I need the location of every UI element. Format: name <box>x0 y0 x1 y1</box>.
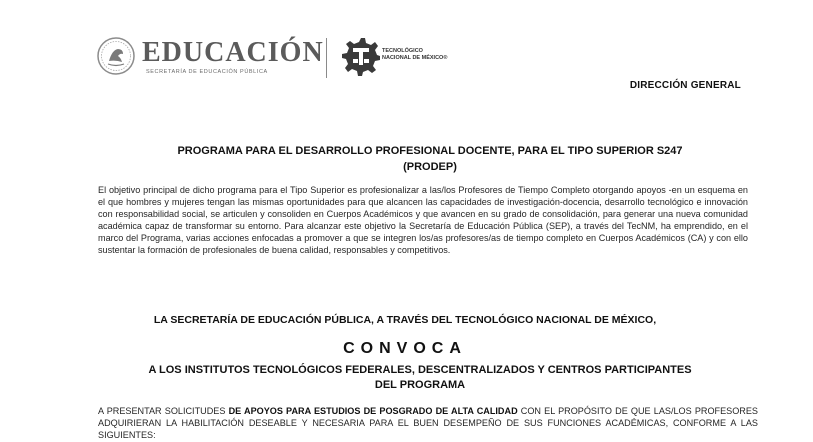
program-title-line-2: (PRODEP) <box>403 161 457 173</box>
tecnm-line-1: TECNOLÓGICO <box>382 48 423 54</box>
tecnm-line-2: NACIONAL DE MÉXICO® <box>382 55 448 61</box>
solicitud-purpose: CON EL PROPÓSITO DE QUE LAS/LOS PROFESORES ADQUIRIERAN LA HABILITACIÓN DESEABLE Y NECESARIA PARA EL BUEN DESEMPEÑO DE SUS FUNCIONES ACADÉMICAS, CONFORME A LAS SIGUIENTES: <box>98 406 758 440</box>
convoca-heading: CONVOCA <box>343 340 467 357</box>
program-title-line-1: PROGRAMA PARA EL DESARROLLO PROFESIONAL DOCENTE, PARA EL TIPO SUPERIOR S247 <box>177 145 683 157</box>
tecnm-wordmark <box>382 48 447 62</box>
program-objective-paragraph: El objetivo principal de dicho programa para el Tipo Superior es profesionalizar a las/los Profesores de Tiempo Completo otorgando apoyos -en un esquema en el que hombres y mujeres tengan las mismas oportunidades para que alcancen las capacidades de investigación-docencia, desarrollo tecnológico e innovación con responsabilidad social, se articulen y consoliden en Cuerpos Académicos y que avancen en su grado de consolidación, para generar una nueva comunidad académica capaz de transformar su entorno. Para alcanzar este objetivo la Secretaría de Educación Pública (SEP), a través del TecNM, ha emprendido, en el marco del Programa, varias acciones enfocadas a promover a que se integren los/as profesores/as de tiempo completo en Cuerpos Académicos (CA) y con ello sustentar la formación de profesionales de buena calidad, responsables y competitivos. <box>98 185 748 256</box>
institutos-line-1: A LOS INSTITUTOS TECNOLÓGICOS FEDERALES, DESCENTRALIZADOS Y CENTROS PARTICIPANTES <box>148 364 692 376</box>
educacion-wordmark: EDUCACIÓN <box>142 37 324 68</box>
solicitud-paragraph <box>98 405 758 441</box>
sep-subtitle: SECRETARÍA DE EDUCACIÓN PÚBLICA <box>146 69 268 75</box>
sep-statement: LA SECRETARÍA DE EDUCACIÓN PÚBLICA, A TRAVÉS DEL TECNOLÓGICO NACIONAL DE MÉXICO, <box>153 314 657 326</box>
solicitud-emphasis: DE APOYOS PARA ESTUDIOS DE POSGRADO DE ALTA CALIDAD <box>228 406 518 416</box>
institutos-heading <box>90 363 750 393</box>
solicitud-intro: A PRESENTAR SOLICITUDES <box>98 406 229 416</box>
institutos-line-2: DEL PROGRAMA <box>374 379 466 391</box>
tecnm-gear-icon <box>342 36 380 76</box>
letterhead <box>96 30 736 80</box>
direccion-general-label: DIRECCIÓN GENERAL <box>629 80 741 91</box>
mexico-coat-of-arms-icon <box>96 36 136 76</box>
program-title <box>100 143 760 175</box>
logo-divider <box>326 38 327 78</box>
